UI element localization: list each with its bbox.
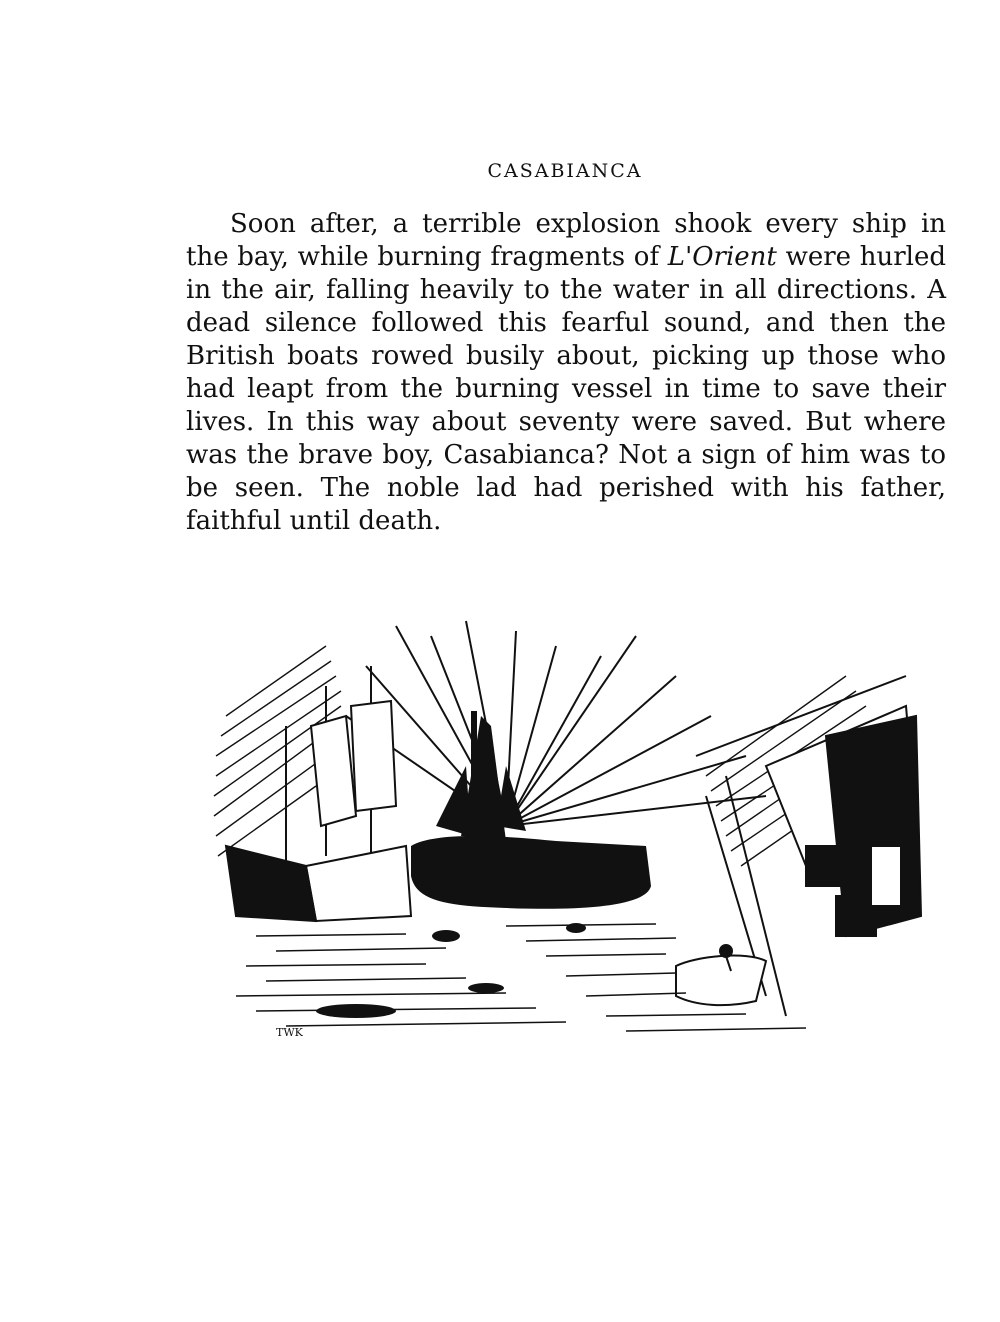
body-paragraph: [186, 208, 946, 538]
paragraph-text-part2: were hurled in the air, falling heavily to the water in all directions. A dead silence followed this fearful sound, and then the British boats rowed busily about, picking up those who had leapt from the burning vessel in time to save their lives. In this way about seventy were saved. But where was the brave boy, Casabianca? Not a sign of him was to be seen. The noble lad had perished with his father, faithful until death.: [186, 242, 946, 536]
paragraph-text-part1: Soon after, a terrible explosion shook every ship in the bay, while burning fragments of: [186, 209, 946, 272]
running-head: [0, 160, 1000, 182]
explosion-illustration: [206, 616, 926, 1066]
floating-debris: [316, 923, 586, 1018]
left-ship: [226, 666, 411, 921]
artist-signature: TWK: [276, 1026, 303, 1039]
ship-name-italic: L'Orient: [667, 242, 777, 272]
burning-ship: [411, 711, 651, 909]
explosion-rays: [346, 621, 766, 826]
running-head-text: CASABIANCA: [487, 160, 643, 182]
